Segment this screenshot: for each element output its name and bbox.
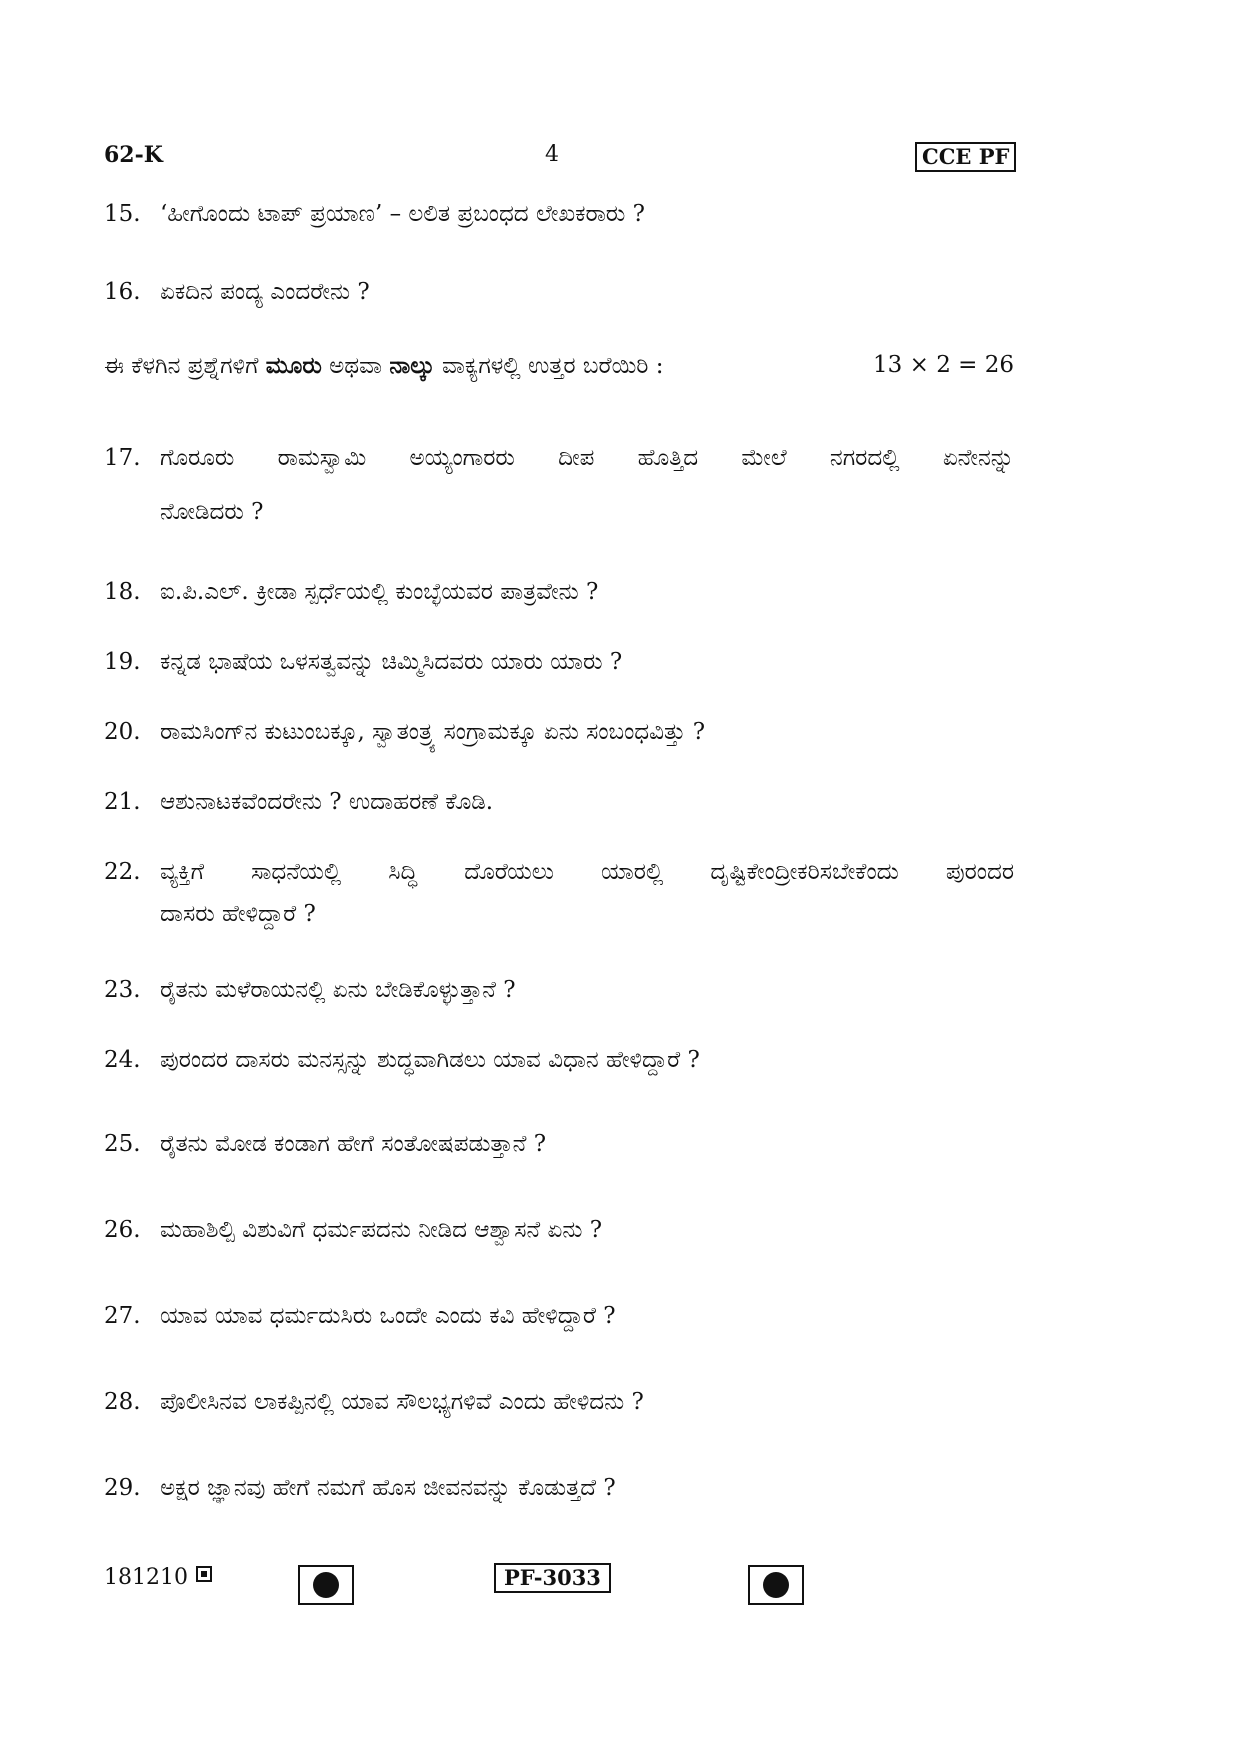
- question-number: 20.: [104, 719, 141, 745]
- question-number: 18.: [104, 579, 141, 605]
- question-text: ಏಕದಿನ ಪಂದ್ಯ ಎಂದರೇನು ?: [160, 279, 370, 305]
- paper-code: 62-K: [104, 142, 163, 168]
- question-25: [104, 1120, 1014, 1168]
- question-text: ರಾಮಸಿಂಗ್‌ನ ಕುಟುಂಬಕ್ಕೂ, ಸ್ವಾತಂತ್ರ್ಯ ಸಂಗ್ರಾಮಕ್ಕೂ ಏನು ಸಂಬಂಧವಿತ್ತು ?: [160, 719, 706, 745]
- question-24: [104, 1036, 1014, 1084]
- question-text: ರೈತನು ಮಳೆರಾಯನಲ್ಲಿ ಏನು ಬೇಡಿಕೊಳ್ಳುತ್ತಾನೆ ?: [160, 977, 516, 1003]
- section-instruction: [104, 352, 1014, 379]
- instruction-suffix: ವಾಕ್ಯಗಳಲ್ಲಿ ಉತ್ತರ ಬರೆಯಿರಿ :: [434, 353, 664, 379]
- paper-series-box: PF-3033: [494, 1563, 611, 1593]
- question-text: ಪೊಲೀಸಿನವ ಲಾಕಪ್ಪಿನಲ್ಲಿ ಯಾವ ಸೌಲಭ್ಯಗಳಿವೆ ಎಂದು ಹೇಳಿದನು ?: [160, 1389, 644, 1415]
- exam-type-box: CCE PF: [915, 142, 1016, 172]
- question-number: 24.: [104, 1047, 141, 1073]
- question-text: ಮಹಾಶಿಲ್ಪಿ ವಿಶುವಿಗೆ ಧರ್ಮಪದನು ನೀಡಿದ ಆಶ್ವಾಸನೆ ಏನು ?: [160, 1217, 603, 1243]
- question-number: 15.: [104, 201, 141, 227]
- question-18: [104, 568, 1014, 616]
- question-text: ಕನ್ನಡ ಭಾಷೆಯ ಒಳಸತ್ವವನ್ನು ಚಿಮ್ಮಿಸಿದವರು ಯಾರು ಯಾರು ?: [160, 649, 623, 675]
- question-17: [104, 434, 1014, 536]
- question-text: ಅಕ್ಷರ ಜ್ಞಾನವು ಹೇಗೆ ನಮಗೆ ಹೊಸ ಜೀವನವನ್ನು ಕೊಡುತ್ತದೆ ?: [160, 1475, 616, 1501]
- question-20: [104, 708, 1014, 756]
- footer-code: [104, 1565, 212, 1590]
- instruction-bold-four: ನಾಲ್ಕು: [389, 352, 435, 379]
- question-29: [104, 1464, 1014, 1512]
- dot-icon: [763, 1572, 789, 1598]
- question-text: ‘ಹೀಗೊಂದು ಟಾಪ್ ಪ್ರಯಾಣ’ – ಲಲಿತ ಪ್ರಬಂಧದ ಲೇಖಕರಾರು ?: [160, 201, 645, 227]
- registration-mark-left-icon: [298, 1565, 354, 1605]
- footer-code-text: 181210: [104, 1565, 188, 1590]
- question-number: 26.: [104, 1217, 141, 1243]
- question-number: 27.: [104, 1303, 141, 1329]
- question-text-line2: ನೋಡಿದರು ?: [160, 499, 264, 525]
- section-marks: 13 × 2 = 26: [873, 352, 1014, 378]
- question-27: [104, 1292, 1014, 1340]
- question-number: 19.: [104, 649, 141, 675]
- instruction-bold-three: ಮೂರು: [265, 352, 322, 379]
- question-23: [104, 966, 1014, 1014]
- question-16: [104, 268, 1014, 316]
- question-text-line1: ಗೊರೂರು ರಾಮಸ್ವಾಮಿ ಅಯ್ಯಂಗಾರರು ದೀಪ ಹೊತ್ತಿದ ಮೇಲೆ ನಗರದಲ್ಲಿ ಏನೇನನ್ನು: [160, 445, 1014, 471]
- question-text: ರೈತನು ಮೋಡ ಕಂಡಾಗ ಹೇಗೆ ಸಂತೋಷಪಡುತ್ತಾನೆ ?: [160, 1131, 547, 1157]
- question-number: 21.: [104, 789, 141, 815]
- dot-icon: [313, 1572, 339, 1598]
- question-number: 23.: [104, 977, 141, 1003]
- page-number: 4: [545, 142, 559, 167]
- question-text-line1: ವ್ಯಕ್ತಿಗೆ ಸಾಧನೆಯಲ್ಲಿ ಸಿದ್ಧಿ ದೊರೆಯಲು ಯಾರಲ್ಲಿ ದೃಷ್ಟಿಕೇಂದ್ರೀಕರಿಸಬೇಕೆಂದು ಪುರಂದರ: [160, 859, 1014, 885]
- question-22: [104, 848, 1014, 938]
- small-square-marker-icon: [196, 1566, 212, 1582]
- question-text: ಆಶುನಾಟಕವೆಂದರೇನು ? ಉದಾಹರಣೆ ಕೊಡಿ.: [160, 789, 494, 815]
- question-text-line2: ದಾಸರು ಹೇಳಿದ್ದಾರೆ ?: [160, 901, 316, 927]
- question-28: [104, 1378, 1014, 1426]
- registration-mark-right-icon: [748, 1565, 804, 1605]
- question-text: ಯಾವ ಯಾವ ಧರ್ಮದುಸಿರು ಒಂದೇ ಎಂದು ಕವಿ ಹೇಳಿದ್ದಾರೆ ?: [160, 1303, 616, 1329]
- question-number: 28.: [104, 1389, 141, 1415]
- instruction-mid: ಅಥವಾ: [321, 353, 390, 379]
- instruction-prefix: ಈ ಕೆಳಗಿನ ಪ್ರಶ್ನೆಗಳಿಗೆ: [104, 353, 266, 379]
- question-19: [104, 638, 1014, 686]
- question-15: [104, 190, 1014, 238]
- question-number: 17.: [104, 445, 141, 471]
- question-text: ಪುರಂದರ ದಾಸರು ಮನಸ್ಸನ್ನು ಶುದ್ಧವಾಗಿಡಲು ಯಾವ ವಿಧಾನ ಹೇಳಿದ್ದಾರೆ ?: [160, 1047, 700, 1073]
- question-number: 25.: [104, 1131, 141, 1157]
- question-21: [104, 778, 1014, 826]
- question-number: 29.: [104, 1475, 141, 1501]
- question-text: ಐ.ಪಿ.ಎಲ್. ಕ್ರೀಡಾ ಸ್ಪರ್ಧೆಯಲ್ಲಿ ಕುಂಬ್ಳೆಯವರ ಪಾತ್ರವೇನು ?: [160, 579, 599, 605]
- question-number: 16.: [104, 279, 141, 305]
- question-26: [104, 1206, 1014, 1254]
- question-number: 22.: [104, 859, 141, 885]
